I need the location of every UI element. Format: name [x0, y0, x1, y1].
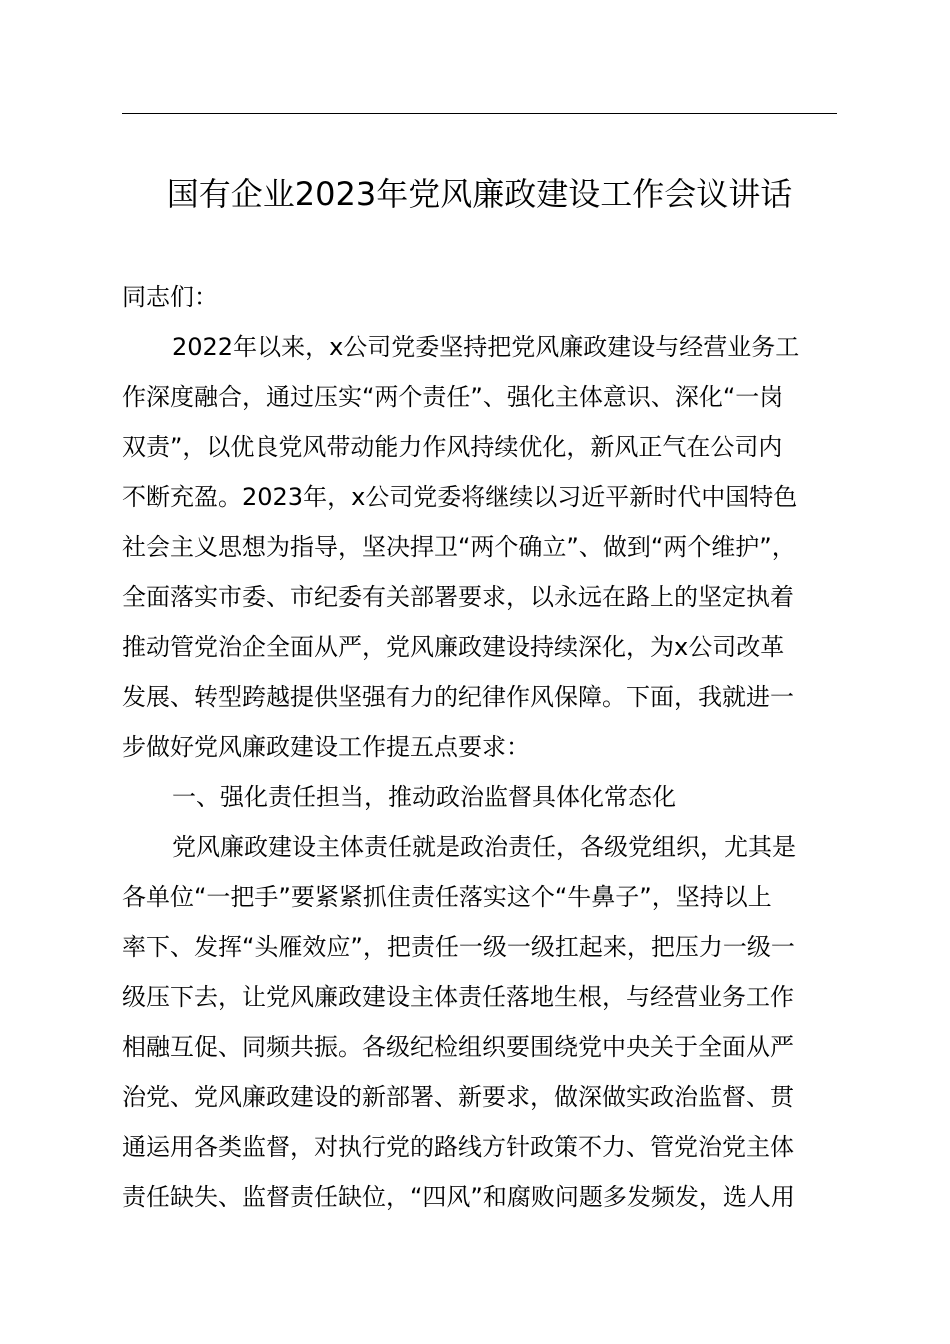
body-line: 步做好党风廉政建设工作提五点要求： — [122, 733, 530, 761]
body-line: 全面落实市委、市纪委有关部署要求，以永远在路上的坚定执着 — [122, 583, 794, 611]
document-title: 国有企业2023年党风廉政建设工作会议讲话 — [166, 175, 793, 213]
document-body — [122, 272, 862, 1222]
body-line: 发展、转型跨越提供坚强有力的纪律作风保障。下面，我就进一 — [122, 683, 794, 711]
body-line: 推动管党治企全面从严，党风廉政建设持续深化，为x公司改革 — [122, 633, 785, 661]
body-line: 率下、发挥“头雁效应”，把责任一级一级扛起来，把压力一级一 — [122, 933, 795, 961]
body-line: 党风廉政建设主体责任就是政治责任，各级党组织，尤其是 — [172, 833, 796, 861]
body-line: 相融互促、同频共振。各级纪检组织要围绕党中央关于全面从严 — [122, 1033, 794, 1061]
body-line: 双责”，以优良党风带动能力作风持续优化，新风正气在公司内 — [122, 433, 783, 461]
body-line: 级压下去，让党风廉政建设主体责任落地生根，与经营业务工作 — [122, 983, 794, 1011]
body-line: 社会主义思想为指导，坚决捍卫“两个确立”、做到“两个维护”， — [122, 533, 796, 561]
body-line: 2022年以来，x公司党委坚持把党风廉政建设与经营业务工 — [172, 333, 800, 361]
body-line: 责任缺失、监督责任缺位，“四风”和腐败问题多发频发，选人用 — [122, 1183, 795, 1211]
salutation: 同志们： — [122, 283, 218, 311]
body-line: 作深度融合，通过压实“两个责任”、强化主体意识、深化“一岗 — [122, 383, 784, 411]
header-rule — [122, 113, 837, 114]
body-line: 各单位“一把手”要紧紧抓住责任落实这个“牛鼻子”，坚持以上 — [122, 883, 772, 911]
body-line: 治党、党风廉政建设的新部署、新要求，做深做实政治监督、贯 — [122, 1083, 794, 1111]
body-line: 不断充盈。2023年，x公司党委将继续以习近平新时代中国特色 — [122, 483, 798, 511]
body-line: 通运用各类监督，对执行党的路线方针政策不力、管党治党主体 — [122, 1133, 794, 1161]
section-heading: 一、强化责任担当，推动政治监督具体化常态化 — [172, 783, 676, 811]
